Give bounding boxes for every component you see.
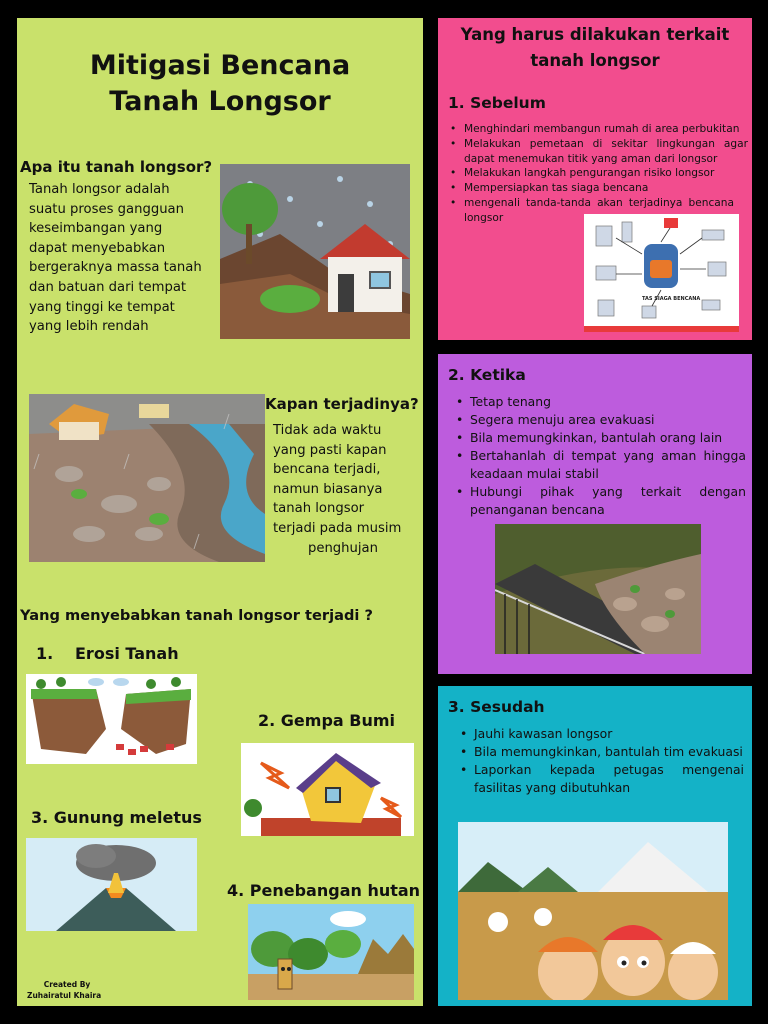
- rescue-team-image: [458, 822, 728, 1000]
- earthquake-image: [241, 743, 414, 836]
- list-item: • Tetap tenang: [456, 393, 746, 411]
- volcano-image: [26, 838, 197, 931]
- todo-title: Yang harus dilakukan terkait tanah longsor: [460, 25, 730, 70]
- cause-1-number: 1.: [36, 644, 54, 663]
- causes-heading: Yang menyebabkan tanah longsor terjadi ?: [20, 607, 373, 624]
- landslide-house-image: [220, 164, 410, 339]
- list-item: • Jauhi kawasan longsor: [460, 725, 744, 743]
- after-heading: 3. Sesudah: [448, 698, 545, 716]
- what-heading: Apa itu tanah longsor?: [20, 158, 213, 176]
- page-title: Mitigasi Bencana Tanah Longsor: [89, 50, 351, 117]
- flood-landslide-image: [29, 394, 265, 562]
- before-heading: 1. Sebelum: [448, 94, 546, 112]
- during-heading: 2. Ketika: [448, 366, 526, 384]
- kit-label: TAS SIAGA BENCANA: [642, 296, 701, 302]
- during-panel: [438, 354, 752, 674]
- list-item: • Bertahanlah di tempat yang aman hingga keadaan mulai stabil: [456, 447, 746, 483]
- credit: Created By Zuhairatul Khaira: [27, 980, 102, 1000]
- list-item: • Bila memungkinkan, bantulah orang lain: [456, 429, 746, 447]
- when-text: Tidak ada waktu yang pasti kapan bencana terjadi, namun biasanya tanah longsor terjadi pada musim penghujan: [273, 423, 402, 556]
- list-item: • Melakukan langkah pengurangan risiko longsor: [450, 166, 748, 181]
- emergency-kit-image: [584, 214, 739, 332]
- cause-4-label: 4. Penebangan hutan: [227, 881, 421, 900]
- before-panel: [438, 18, 752, 340]
- during-list: [456, 393, 746, 519]
- erosion-image: [26, 674, 197, 764]
- cause-1-label: Erosi Tanah: [75, 644, 179, 663]
- list-item: • mengenali tanda-tanda akan terjadinya bencana longsor: [450, 196, 734, 226]
- when-heading: Kapan terjadinya?: [265, 395, 419, 413]
- after-list: [460, 725, 744, 797]
- list-item: • Melakukan pemetaan di sekitar lingkungan agar dapat menemukan titik yang aman dari longsor: [450, 137, 748, 167]
- before-list: [450, 122, 748, 226]
- list-item: • Menghindari membangun rumah di area perbukitan: [450, 122, 748, 137]
- info-panel: [17, 18, 423, 1006]
- what-text: Tanah longsor adalah suatu proses gangguan keseimbangan yang dapat menyebabkan bergeraknya massa tanah dan batuan dari tempat yang tinggi ke tempat yang lebih rendah: [29, 182, 202, 335]
- after-panel: [438, 686, 752, 1006]
- list-item: • Bila memungkinkan, bantulah tim evakuasi: [460, 743, 744, 761]
- deforestation-image: [248, 904, 414, 1000]
- list-item: • Hubungi pihak yang terkait dengan penanganan bencana: [456, 483, 746, 519]
- cause-2-label: 2. Gempa Bumi: [258, 711, 395, 730]
- list-item: • Laporkan kepada petugas mengenai fasilitas yang dibutuhkan: [460, 761, 744, 797]
- road-landslide-image: [495, 524, 701, 654]
- cause-3-label: 3. Gunung meletus: [31, 808, 202, 827]
- list-item: • Segera menuju area evakuasi: [456, 411, 746, 429]
- list-item: • Mempersiapkan tas siaga bencana: [450, 181, 748, 196]
